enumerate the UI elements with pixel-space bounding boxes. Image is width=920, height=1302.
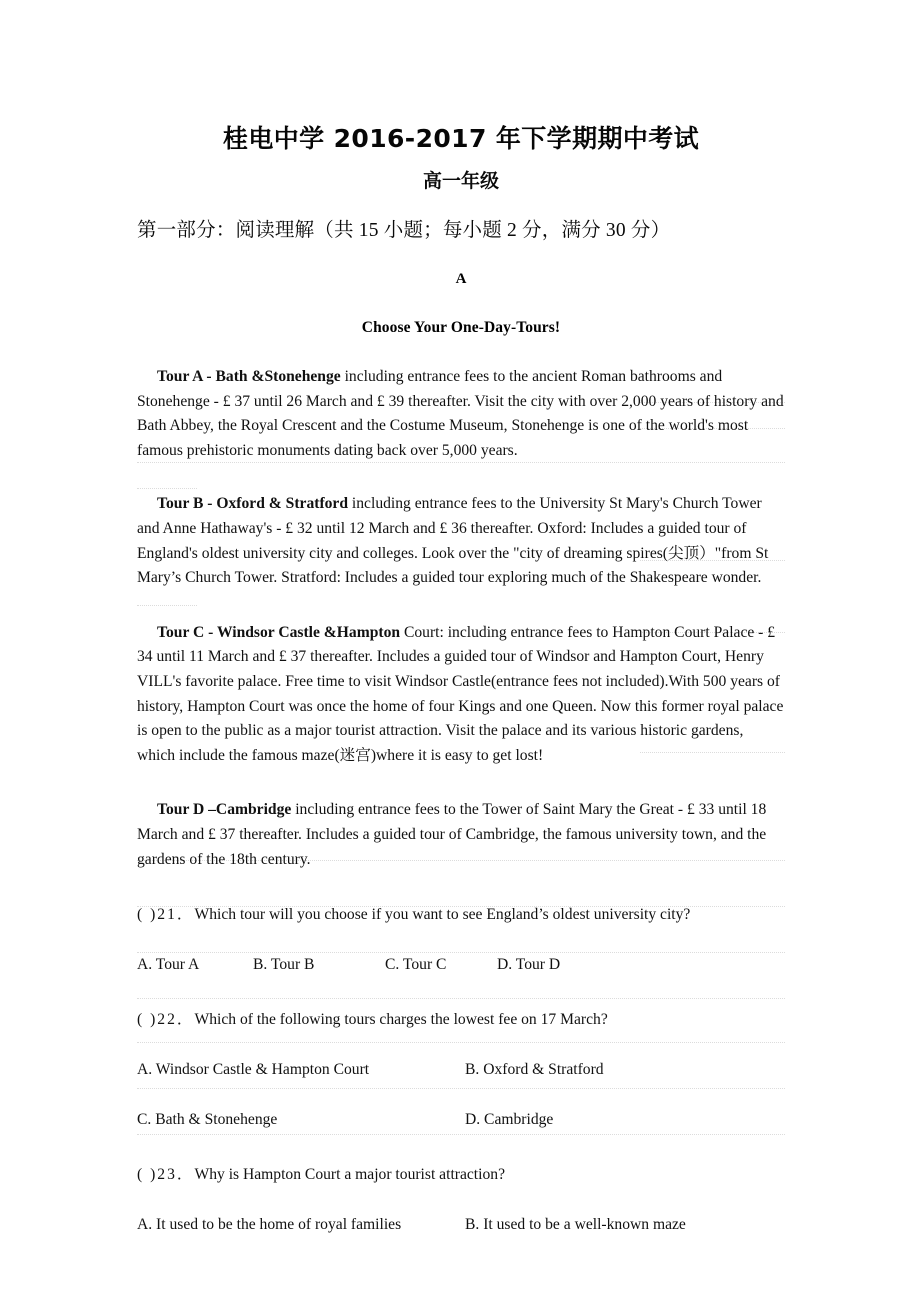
question-21-options <box>137 927 785 977</box>
question-23-marker: ( )23． <box>137 1166 195 1184</box>
page-title: 桂电中学 2016-2017 年下学期期中考试 <box>222 124 700 153</box>
question-22-options-row-2 <box>137 1082 785 1132</box>
tour-body-d: including entrance fees to the Tower of Saint Mary the Great - £ 33 until 18 March and £ 37 thereafter. Includes a guided tour of Cambridge, the famous university town, and the gardens of the 18th century. <box>137 801 767 868</box>
option-23-a[interactable]: A. It used to be the home of royal families <box>137 1216 402 1234</box>
question-23-options <box>137 1187 785 1237</box>
tour-label-b: Tour B - Oxford & Stratford <box>157 495 349 513</box>
passage-title: Choose Your One-Day-Tours! <box>361 319 561 336</box>
question-22-text: Which of the following tours charges the lowest fee on 17 March? <box>194 1011 608 1029</box>
option-21-c[interactable]: C. Tour C <box>385 956 447 974</box>
tour-paragraph-b <box>137 463 785 590</box>
tour-label-d: Tour D –Cambridge <box>157 801 292 819</box>
option-22-d[interactable]: D. Cambridge <box>465 1111 554 1129</box>
question-23-text: Why is Hampton Court a major tourist attraction? <box>194 1166 505 1184</box>
question-21-stem <box>137 872 785 927</box>
question-22-options-row-1 <box>137 1032 785 1082</box>
tour-paragraph-d <box>137 768 785 872</box>
option-22-a[interactable]: A. Windsor Castle & Hampton Court <box>137 1061 370 1079</box>
tour-label-c: Tour C - Windsor Castle &Hampton <box>157 623 401 641</box>
option-22-c[interactable]: C. Bath & Stonehenge <box>137 1111 278 1129</box>
tour-paragraph-c <box>137 591 785 769</box>
option-22-b[interactable]: B. Oxford & Stratford <box>465 1061 604 1079</box>
question-23-stem <box>137 1132 785 1187</box>
question-21-text: Which tour will you choose if you want to see England’s oldest university city? <box>194 906 691 924</box>
option-21-b[interactable]: B. Tour B <box>253 956 315 974</box>
option-21-a[interactable]: A. Tour A <box>137 956 200 974</box>
section-heading: 第一部分：阅读理解（共 15 小题；每小题 2 分，满分 30 分） <box>137 220 671 241</box>
tour-body-b: including entrance fees to the University St Mary's Church Tower and Anne Hathaway's - £ 32 until 12 March and £ 36 thereafter. Oxford: Includes a guided tour of England's oldest university city and colleges. Look over the "city of dreaming spires(尖顶）"from St Mary’s Church Tower. Stratford: Includes a guided tour exploring much of the Shakespeare wonder. <box>137 495 769 587</box>
question-22-stem <box>137 977 785 1032</box>
document-content <box>137 0 785 1237</box>
part-letter: A <box>455 271 467 287</box>
question-21-marker: ( )21． <box>137 906 195 924</box>
option-23-b[interactable]: B. It used to be a well-known maze <box>465 1216 686 1234</box>
option-21-d[interactable]: D. Tour D <box>497 956 561 974</box>
tour-paragraph-a <box>137 339 785 463</box>
tour-body-c: Court: including entrance fees to Hampton Court Palace - £ 34 until 11 March and £ 37 thereafter. Includes a guided tour of Windsor and Hampton Court, Henry VILL's favorite palace. Free time to visit Windsor Castle(entrance fees not included).With 500 years of history, Hampton Court was once the home of four Kings and one Queen. Now this former royal palace is open to the public as a major tourist attraction. Visit the palace and its various historic gardens, which include the famous maze(迷宫)where it is easy to get lost! <box>137 623 784 764</box>
page-subtitle: 高一年级 <box>422 170 499 192</box>
tour-body-a: including entrance fees to the ancient Roman bathrooms and Stonehenge - £ 37 until 26 March and £ 39 thereafter. Visit the city with over 2,000 years of history and Bath Abbey, the Royal Crescent and the Costume Museum, Stonehenge is one of the world's most famous prehistoric monuments dating back over 5,000 years. <box>137 368 784 459</box>
tour-label-a: Tour A - Bath &Stonehenge <box>157 368 341 385</box>
question-22-marker: ( )22． <box>137 1011 195 1029</box>
